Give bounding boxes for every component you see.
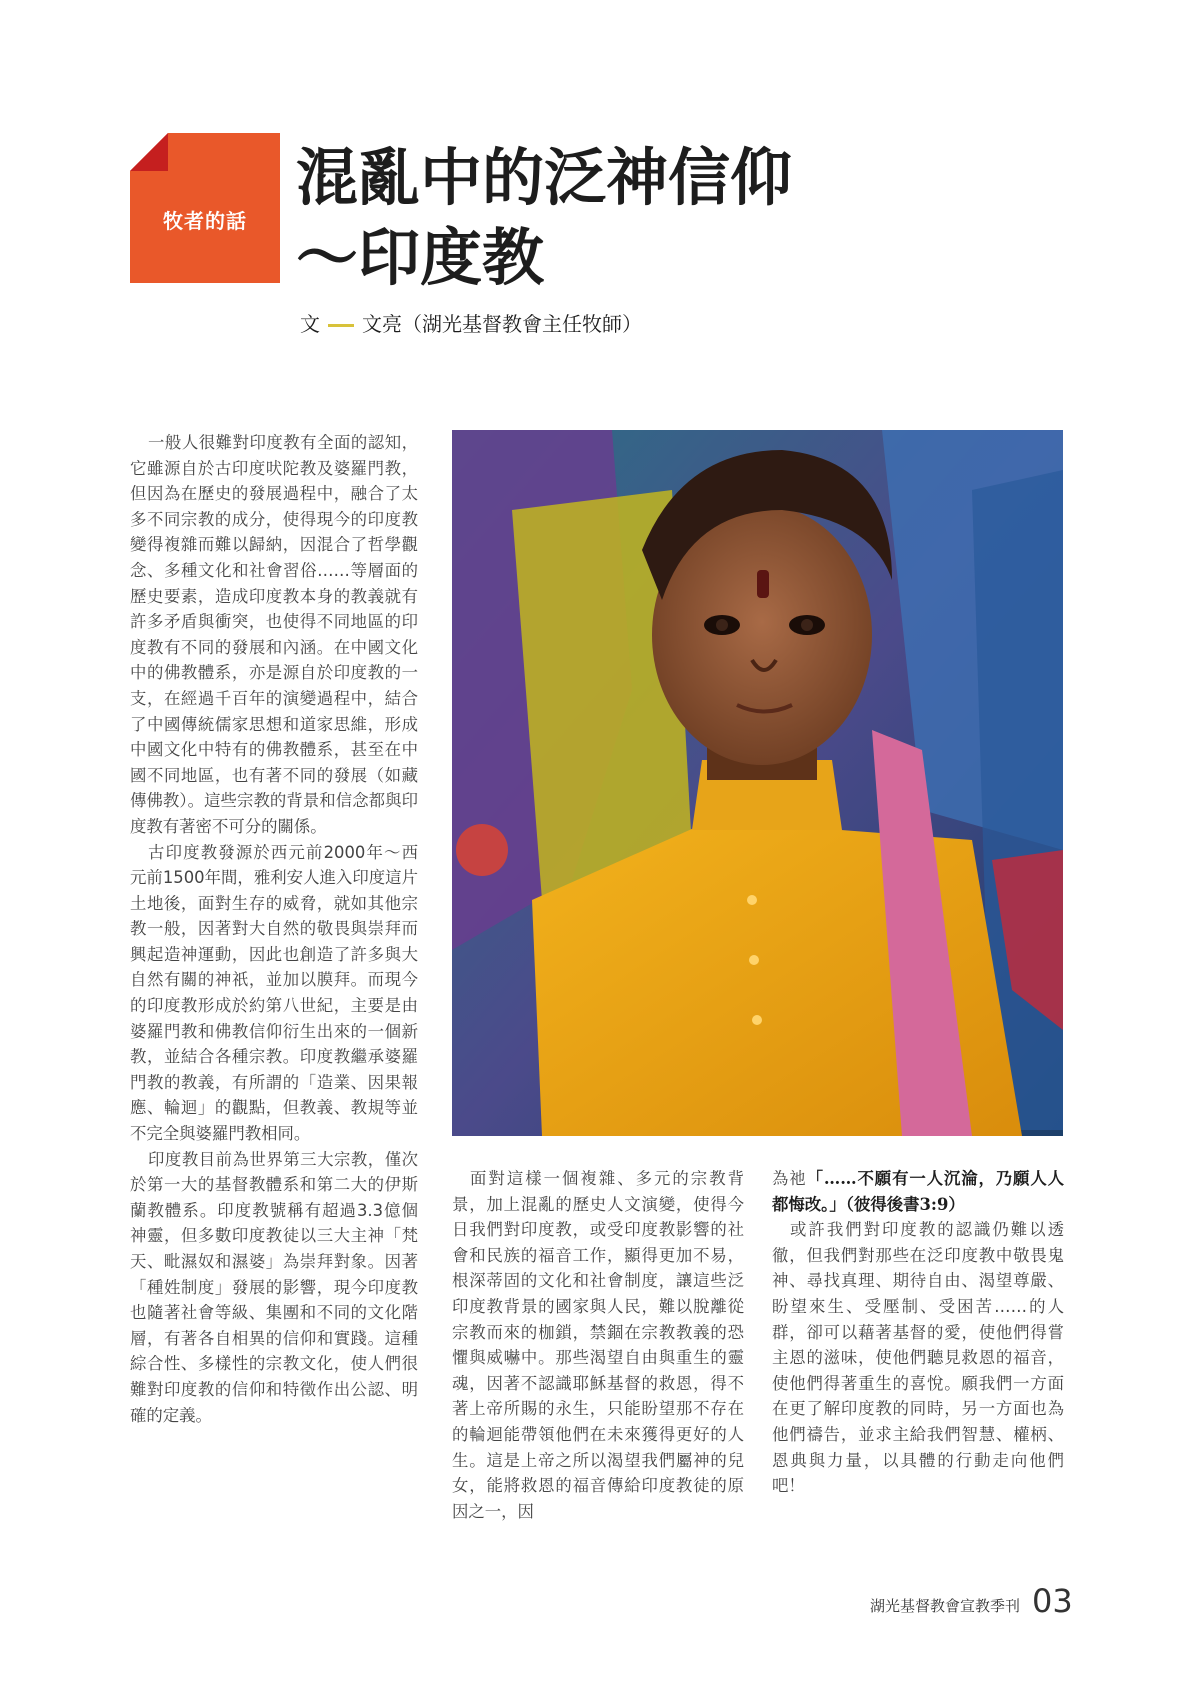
- page-number: 03: [1032, 1582, 1073, 1620]
- paragraph: 面對這樣一個複雜、多元的宗教背景，加上混亂的歷史人文演變，使得今日我們對印度教，或受印度教影響的社會和民族的福音工作，顯得更加不易，根深蒂固的文化和社會制度，讓這些泛印度教背景的國家與人民，難以脫離從宗教而來的枷鎖，禁錮在宗教教義的恐懼與威嚇中。那些渴望自由與重生的靈魂，因著不認識耶穌基督的救恩，得不著上帝所賜的永生，只能盼望那不存在的輪迴能帶領他們在未來獲得更好的人生。這是上帝之所以渴望我們屬神的兒女，能將救恩的福音傳給印度教徒的原因之一，因: [452, 1169, 744, 1521]
- publication-name: 湖光基督教會宣教季刊: [869, 1597, 1020, 1615]
- body-column-3: [772, 1166, 1064, 1499]
- badge-fold-shadow: [130, 133, 168, 171]
- article-photo: [452, 430, 1063, 1136]
- paragraph: 一般人很難對印度教有全面的認知，它雖源自於古印度吠陀教及婆羅門教，但因為在歷史的發展過程中，融合了太多不同宗教的成分，使得現今的印度教變得複雜而難以歸納，因混合了哲學觀念、多種文化和社會習俗……等層面的歷史要素，造成印度教本身的教義就有許多矛盾與衝突，也使得不同地區的印度教有不同的發展和內涵。在中國文化中的佛教體系，亦是源自於印度教的一支，在經過千百年的演變過程中，結合了中國傳統儒家思想和道家思維，形成中國文化中特有的佛教體系，甚至在中國不同地區，也有著不同的發展（如藏傳佛教）。這些宗教的背景和信念都與印度教有著密不可分的關係。: [130, 433, 418, 836]
- scripture-quote: 「……不願有一人沉淪，乃願人人都悔改。」（彼得後書3:9）: [772, 1169, 1064, 1214]
- article-title-line2: ～印度教: [296, 221, 545, 294]
- body-column-1: [130, 430, 418, 1428]
- boy-portrait-image: [452, 430, 1063, 1136]
- paragraph: 印度教目前為世界第三大宗教，僅次於第一大的基督教體系和第二大的伊斯蘭教體系。印度教號稱有超過3.3億個神靈，但多數印度教徒以三大主神「梵天、毗濕奴和濕婆」為崇拜對象。因著「種姓制度」發展的影響，現今印度教也隨著社會等級、集團和不同的文化階層，有著各自相異的信仰和實踐。這種綜合性、多樣性的宗教文化，使人們很難對印度教的信仰和特徵作出公認、明確的定義。: [130, 1149, 418, 1425]
- paragraph: 或許我們對印度教的認識仍難以透徹，但我們對那些在泛印度教中敬畏鬼神、尋找真理、期待自由、渴望尊嚴、盼望來生、受壓制、受困苦……的人群，卻可以藉著基督的愛，使他們得嘗主恩的滋味，使他們聽見救恩的福音，使他們得著重生的喜悅。願我們一方面在更了解印度教的同時，另一方面也為他們禱告，並求主給我們智慧、權柄、恩典與力量，以具體的行動走向他們吧！: [772, 1220, 1064, 1496]
- section-badge: [130, 133, 280, 283]
- byline: [300, 308, 642, 337]
- body-column-2: [452, 1166, 744, 1524]
- scripture-intro: 為祂: [772, 1169, 807, 1188]
- byline-author: 文亮（湖光基督教會主任牧師）: [362, 312, 642, 336]
- byline-dash: [328, 324, 354, 327]
- byline-prefix: 文: [300, 312, 320, 336]
- scripture-paragraph: [772, 1166, 1064, 1217]
- paragraph: 古印度教發源於西元前2000年～西元前1500年間，雅利安人進入印度這片土地後，面對生存的威脅，就如其他宗教一般，因著對大自然的敬畏與崇拜而興起造神運動，因此也創造了許多與大自然有關的神祇，並加以膜拜。而現今的印度教形成於約第八世紀，主要是由婆羅門教和佛教信仰衍生出來的一個新教，並結合各種宗教。印度教繼承婆羅門教的教義，有所謂的「造業、因果報應、輪迴」的觀點，但教義、教規等並不完全與婆羅門教相同。: [130, 842, 418, 1144]
- article-title-line1: 混亂中的泛神信仰: [296, 141, 793, 214]
- section-label: 牧者的話: [163, 209, 247, 233]
- article-title: [296, 138, 1016, 298]
